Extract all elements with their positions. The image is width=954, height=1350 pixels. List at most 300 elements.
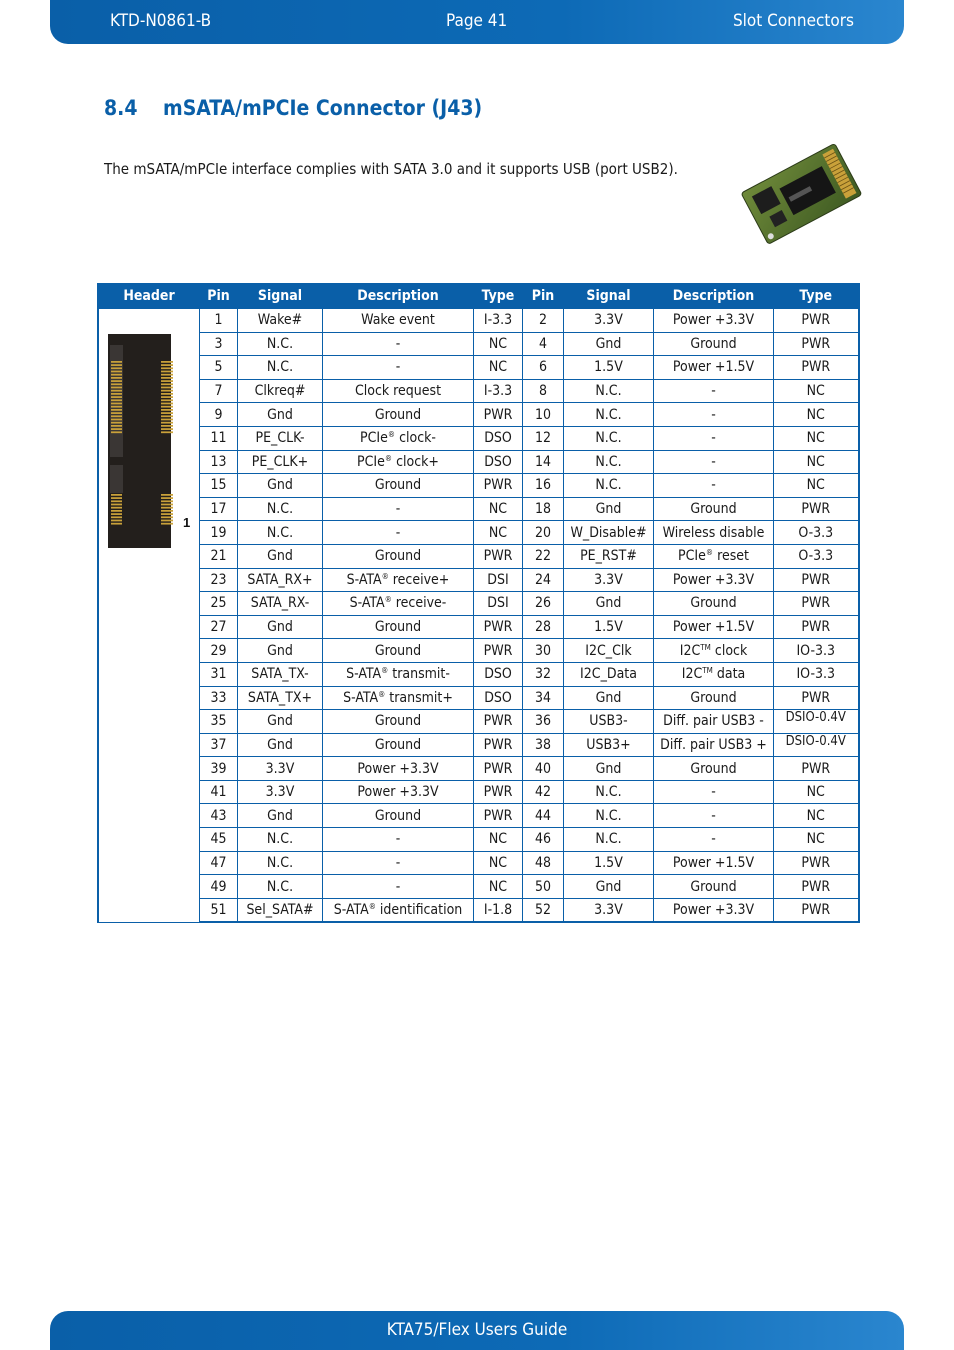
pin-even-cell: 46 xyxy=(523,828,564,852)
desc-sup: ® xyxy=(705,548,714,558)
contact-finger xyxy=(111,387,122,389)
table-row xyxy=(98,497,859,521)
signal-even-cell: N.C. xyxy=(564,426,654,450)
signal-cell: Gnd xyxy=(238,639,323,663)
pin-even-cell: 48 xyxy=(523,851,564,875)
description-cell: Ground xyxy=(323,710,474,734)
pin-even-cell: 50 xyxy=(523,875,564,899)
pin-even-cell: 12 xyxy=(523,426,564,450)
pin-cell: 45 xyxy=(200,828,238,852)
signal-even-cell: 3.3V xyxy=(564,309,654,333)
col-description-even: Description xyxy=(654,284,774,309)
description-cell: - xyxy=(323,828,474,852)
table-row xyxy=(98,780,859,804)
table-row xyxy=(98,356,859,380)
contact-finger xyxy=(111,377,122,379)
desc-sup: TM xyxy=(702,666,713,676)
contact-finger xyxy=(111,500,122,502)
pin-cell: 29 xyxy=(200,639,238,663)
description-even-cell: Ground xyxy=(654,497,774,521)
table-row xyxy=(98,733,859,757)
contact-finger xyxy=(111,367,122,369)
signal-even-cell: USB3+ xyxy=(564,733,654,757)
type-cell: I-3.3 xyxy=(474,379,523,403)
table-row xyxy=(98,403,859,427)
type-cell: NC xyxy=(474,875,523,899)
contact-finger xyxy=(161,383,173,385)
type-cell: NC xyxy=(474,497,523,521)
contact-finger xyxy=(111,364,122,366)
contact-finger xyxy=(161,367,173,369)
section-number: 8.4 xyxy=(104,96,138,120)
contact-finger xyxy=(161,403,173,405)
description-cell: - xyxy=(323,497,474,521)
pinout-table xyxy=(97,283,860,923)
description-cell: - xyxy=(323,851,474,875)
pin-cell: 43 xyxy=(200,804,238,828)
description-cell: - xyxy=(323,875,474,899)
type-cell: PWR xyxy=(474,733,523,757)
pin-even-cell: 14 xyxy=(523,450,564,474)
contact-finger xyxy=(111,393,122,395)
type-even-cell: NC xyxy=(774,780,859,804)
type-cell: PWR xyxy=(474,403,523,427)
pin-cell: 31 xyxy=(200,662,238,686)
signal-even-cell: N.C. xyxy=(564,474,654,498)
pin-cell: 9 xyxy=(200,403,238,427)
type-even-cell: PWR xyxy=(774,875,859,899)
contact-finger xyxy=(161,415,173,417)
contact-finger xyxy=(111,419,122,421)
contact-finger xyxy=(161,371,173,373)
contact-finger xyxy=(161,497,173,499)
type-cell: NC xyxy=(474,521,523,545)
col-pin-even: Pin xyxy=(523,284,564,309)
type-cell: DSO xyxy=(474,426,523,450)
type-even-cell: NC xyxy=(774,403,859,427)
signal-cell: PE_CLK- xyxy=(238,426,323,450)
desc-main: PCIe xyxy=(357,453,385,470)
description-even-cell: - xyxy=(654,474,774,498)
type-cell: DSO xyxy=(474,686,523,710)
desc-sup: ® xyxy=(384,453,393,463)
desc-sup: TM xyxy=(700,642,711,652)
signal-cell: SATA_RX- xyxy=(238,592,323,616)
type-cell: PWR xyxy=(474,474,523,498)
description-cell xyxy=(323,662,474,686)
description-cell: - xyxy=(323,332,474,356)
contact-finger xyxy=(111,361,122,363)
contact-finger xyxy=(111,390,122,392)
pin-even-cell: 36 xyxy=(523,710,564,734)
contact-finger xyxy=(111,396,122,398)
description-cell: Ground xyxy=(323,615,474,639)
contact-finger xyxy=(161,523,173,525)
desc-tail: data xyxy=(712,666,746,683)
contact-finger xyxy=(111,513,122,515)
description-cell xyxy=(323,898,474,922)
desc-tail: clock- xyxy=(395,430,436,447)
signal-cell: SATA_TX- xyxy=(238,662,323,686)
table-row xyxy=(98,379,859,403)
pin-cell: 23 xyxy=(200,568,238,592)
col-header: Header xyxy=(98,284,200,309)
contact-finger xyxy=(161,377,173,379)
signal-cell: Clkreq# xyxy=(238,379,323,403)
description-even-cell: - xyxy=(654,804,774,828)
signal-cell: SATA_RX+ xyxy=(238,568,323,592)
type-even-cell: NC xyxy=(774,804,859,828)
description-cell: Ground xyxy=(323,804,474,828)
description-cell: Power +3.3V xyxy=(323,757,474,781)
contact-finger xyxy=(111,504,122,506)
signal-even-cell: N.C. xyxy=(564,450,654,474)
description-even-cell: Diff. pair USB3 + xyxy=(654,733,774,757)
type-even-cell: PWR xyxy=(774,757,859,781)
pin-even-cell: 18 xyxy=(523,497,564,521)
pin-even-cell: 10 xyxy=(523,403,564,427)
signal-cell: PE_CLK+ xyxy=(238,450,323,474)
table-header-row xyxy=(98,284,859,309)
pin-even-cell: 28 xyxy=(523,615,564,639)
pin-even-cell: 26 xyxy=(523,592,564,616)
contact-finger xyxy=(111,428,122,430)
signal-cell: Gnd xyxy=(238,733,323,757)
description-cell: Ground xyxy=(323,733,474,757)
type-even-cell: PWR xyxy=(774,592,859,616)
table-row xyxy=(98,710,859,734)
description-even-cell: Power +3.3V xyxy=(654,309,774,333)
table-row xyxy=(98,474,859,498)
signal-cell: 3.3V xyxy=(238,780,323,804)
signal-even-cell: 1.5V xyxy=(564,615,654,639)
pin-even-cell: 8 xyxy=(523,379,564,403)
type-cell: DSI xyxy=(474,592,523,616)
signal-cell: Gnd xyxy=(238,403,323,427)
contact-finger xyxy=(161,390,173,392)
signal-even-cell: N.C. xyxy=(564,403,654,427)
contact-finger xyxy=(161,431,173,433)
type-cell: DSI xyxy=(474,568,523,592)
table-row xyxy=(98,615,859,639)
desc-sup: ® xyxy=(384,595,392,605)
description-cell: - xyxy=(323,356,474,380)
type-even-cell: IO-3.3 xyxy=(774,639,859,663)
type-even-cell: DSIO-0.4V xyxy=(774,710,859,734)
desc-main: S-ATA xyxy=(343,689,379,706)
type-even-cell: PWR xyxy=(774,615,859,639)
type-even-cell: PWR xyxy=(774,356,859,380)
contact-finger xyxy=(111,497,122,499)
desc-tail: receive+ xyxy=(388,571,450,588)
table-row xyxy=(98,332,859,356)
description-even-cell: - xyxy=(654,379,774,403)
pin-cell: 11 xyxy=(200,426,238,450)
col-pin: Pin xyxy=(200,284,238,309)
page-number: Page 41 xyxy=(446,11,508,31)
desc-sup: ® xyxy=(368,902,376,912)
pin-1-marker: 1 xyxy=(183,515,191,530)
signal-even-cell: W_Disable# xyxy=(564,521,654,545)
description-cell: Ground xyxy=(323,403,474,427)
pin-even-cell: 44 xyxy=(523,804,564,828)
pin-even-cell: 2 xyxy=(523,309,564,333)
type-even-cell: PWR xyxy=(774,568,859,592)
description-even-cell: Diff. pair USB3 - xyxy=(654,710,774,734)
signal-even-cell: 3.3V xyxy=(564,898,654,922)
signal-even-cell: Gnd xyxy=(564,875,654,899)
connector-header-cell xyxy=(98,309,200,923)
signal-cell: Gnd xyxy=(238,474,323,498)
signal-even-cell: I2C_Data xyxy=(564,662,654,686)
table-row xyxy=(98,544,859,568)
contact-finger xyxy=(111,374,122,376)
contact-finger xyxy=(161,406,173,408)
description-cell: - xyxy=(323,521,474,545)
msata-card-image xyxy=(738,135,864,250)
description-even-cell: Ground xyxy=(654,686,774,710)
signal-cell: Gnd xyxy=(238,804,323,828)
pin-even-cell: 24 xyxy=(523,568,564,592)
contact-finger xyxy=(111,371,122,373)
type-cell: DSO xyxy=(474,662,523,686)
contact-finger xyxy=(161,412,173,414)
description-even-cell: - xyxy=(654,828,774,852)
signal-cell: Wake# xyxy=(238,309,323,333)
type-cell: NC xyxy=(474,851,523,875)
type-even-cell: NC xyxy=(774,379,859,403)
col-description: Description xyxy=(323,284,474,309)
table-row xyxy=(98,568,859,592)
description-even-cell: Ground xyxy=(654,592,774,616)
page-header-bar xyxy=(50,0,904,44)
signal-cell: N.C. xyxy=(238,521,323,545)
contact-finger xyxy=(161,500,173,502)
pin-even-cell: 40 xyxy=(523,757,564,781)
description-even-cell: - xyxy=(654,403,774,427)
signal-even-cell: Gnd xyxy=(564,686,654,710)
type-cell: PWR xyxy=(474,639,523,663)
pin-even-cell: 42 xyxy=(523,780,564,804)
contact-finger xyxy=(161,510,173,512)
type-even-cell: O-3.3 xyxy=(774,521,859,545)
pin-cell: 15 xyxy=(200,474,238,498)
pin-even-cell: 38 xyxy=(523,733,564,757)
signal-even-cell: I2C_Clk xyxy=(564,639,654,663)
type-even-cell: O-3.3 xyxy=(774,544,859,568)
desc-tail: clock+ xyxy=(392,453,439,470)
type-even-cell: PWR xyxy=(774,332,859,356)
description-even-cell: Ground xyxy=(654,875,774,899)
signal-cell: Gnd xyxy=(238,710,323,734)
pin-cell: 51 xyxy=(200,898,238,922)
pin-cell: 41 xyxy=(200,780,238,804)
contact-finger xyxy=(111,507,122,509)
type-even-cell: DSIO-0.4V xyxy=(774,733,859,757)
pin-cell: 39 xyxy=(200,757,238,781)
type-even-cell: NC xyxy=(774,474,859,498)
contact-finger xyxy=(111,494,122,496)
type-even-cell: PWR xyxy=(774,851,859,875)
contact-finger xyxy=(161,364,173,366)
signal-even-cell: 1.5V xyxy=(564,851,654,875)
contact-finger xyxy=(111,523,122,525)
contact-finger xyxy=(111,380,122,382)
description-even-cell: Power +1.5V xyxy=(654,356,774,380)
pin-cell: 13 xyxy=(200,450,238,474)
description-even-cell xyxy=(654,639,774,663)
type-even-cell: PWR xyxy=(774,898,859,922)
signal-even-cell: Gnd xyxy=(564,757,654,781)
signal-even-cell: Gnd xyxy=(564,332,654,356)
table-row xyxy=(98,804,859,828)
pin-cell: 19 xyxy=(200,521,238,545)
type-cell: I-1.8 xyxy=(474,898,523,922)
description-even-cell: - xyxy=(654,426,774,450)
contact-finger xyxy=(161,520,173,522)
pin-even-cell: 22 xyxy=(523,544,564,568)
section-name: Slot Connectors xyxy=(732,11,854,31)
col-signal-even: Signal xyxy=(564,284,654,309)
contact-finger xyxy=(111,431,122,433)
desc-main: S-ATA xyxy=(346,571,382,588)
type-cell: PWR xyxy=(474,544,523,568)
description-even-cell: Power +1.5V xyxy=(654,615,774,639)
type-cell: PWR xyxy=(474,757,523,781)
section-heading xyxy=(104,96,482,120)
section-title: mSATA/mPCIe Connector (J43) xyxy=(163,96,483,120)
signal-cell: 3.3V xyxy=(238,757,323,781)
table-row xyxy=(98,898,859,922)
desc-sup: ® xyxy=(381,571,389,581)
pin-cell: 37 xyxy=(200,733,238,757)
signal-even-cell: N.C. xyxy=(564,780,654,804)
desc-sup: ® xyxy=(381,666,389,676)
description-cell xyxy=(323,686,474,710)
pin-cell: 1 xyxy=(200,309,238,333)
type-even-cell: IO-3.3 xyxy=(774,662,859,686)
type-cell: PWR xyxy=(474,804,523,828)
table-row xyxy=(98,639,859,663)
contact-finger xyxy=(111,510,122,512)
table-row xyxy=(98,686,859,710)
description-cell: Clock request xyxy=(323,379,474,403)
table-row xyxy=(98,592,859,616)
signal-cell: N.C. xyxy=(238,828,323,852)
contact-finger xyxy=(161,494,173,496)
contact-finger xyxy=(161,396,173,398)
description-even-cell: Ground xyxy=(654,757,774,781)
desc-main: S-ATA xyxy=(333,902,369,919)
description-cell xyxy=(323,426,474,450)
signal-cell: Gnd xyxy=(238,615,323,639)
type-cell: NC xyxy=(474,356,523,380)
contact-finger xyxy=(161,419,173,421)
type-cell: I-3.3 xyxy=(474,309,523,333)
contact-finger xyxy=(161,399,173,401)
type-even-cell: PWR xyxy=(774,497,859,521)
description-even-cell: Power +1.5V xyxy=(654,851,774,875)
type-cell: DSO xyxy=(474,450,523,474)
col-type-even: Type xyxy=(774,284,859,309)
contact-finger xyxy=(161,513,173,515)
description-cell xyxy=(323,568,474,592)
intro-paragraph: The mSATA/mPCIe interface complies with SATA 3.0 and it supports USB (port USB2). xyxy=(104,160,678,178)
type-cell: NC xyxy=(474,828,523,852)
desc-sup: ® xyxy=(387,430,396,440)
description-even-cell: Wireless disable xyxy=(654,521,774,545)
contact-finger xyxy=(111,409,122,411)
pin-cell: 27 xyxy=(200,615,238,639)
signal-cell: N.C. xyxy=(238,356,323,380)
description-even-cell: Ground xyxy=(654,332,774,356)
contact-finger xyxy=(111,399,122,401)
signal-even-cell: N.C. xyxy=(564,828,654,852)
col-type: Type xyxy=(474,284,523,309)
description-cell: Wake event xyxy=(323,309,474,333)
contact-finger xyxy=(161,428,173,430)
pin-cell: 3 xyxy=(200,332,238,356)
contact-finger xyxy=(111,383,122,385)
pin-even-cell: 4 xyxy=(523,332,564,356)
type-cell: PWR xyxy=(474,615,523,639)
pin-even-cell: 6 xyxy=(523,356,564,380)
description-cell xyxy=(323,450,474,474)
signal-cell: N.C. xyxy=(238,875,323,899)
contact-finger xyxy=(161,425,173,427)
pin-even-cell: 30 xyxy=(523,639,564,663)
table-row xyxy=(98,426,859,450)
pin-cell: 7 xyxy=(200,379,238,403)
pin-cell: 21 xyxy=(200,544,238,568)
description-cell: Ground xyxy=(323,639,474,663)
pin-even-cell: 34 xyxy=(523,686,564,710)
type-cell: NC xyxy=(474,332,523,356)
description-even-cell xyxy=(654,544,774,568)
description-cell: Power +3.3V xyxy=(323,780,474,804)
signal-even-cell: N.C. xyxy=(564,379,654,403)
desc-sup: ® xyxy=(378,689,386,699)
contact-finger xyxy=(161,374,173,376)
contact-finger xyxy=(161,387,173,389)
desc-tail: transmit+ xyxy=(385,689,453,706)
table-row xyxy=(98,309,859,333)
desc-tail: transmit- xyxy=(388,666,450,683)
pin-cell: 47 xyxy=(200,851,238,875)
contact-finger xyxy=(161,361,173,363)
desc-main: S-ATA xyxy=(346,666,382,683)
doc-id: KTD-N0861-B xyxy=(110,11,212,31)
contact-finger xyxy=(161,393,173,395)
signal-even-cell: PE_RST# xyxy=(564,544,654,568)
contact-finger xyxy=(111,516,122,518)
signal-cell: N.C. xyxy=(238,332,323,356)
type-even-cell: PWR xyxy=(774,686,859,710)
contact-finger xyxy=(161,422,173,424)
signal-cell: Gnd xyxy=(238,544,323,568)
contact-finger xyxy=(161,409,173,411)
contact-finger xyxy=(111,425,122,427)
desc-tail: reset xyxy=(713,548,749,565)
pin-even-cell: 52 xyxy=(523,898,564,922)
type-even-cell: PWR xyxy=(774,309,859,333)
col-signal: Signal xyxy=(238,284,323,309)
desc-main: I2C xyxy=(681,666,703,683)
signal-cell: Sel_SATA# xyxy=(238,898,323,922)
contact-finger xyxy=(111,422,122,424)
description-cell xyxy=(323,592,474,616)
contact-finger xyxy=(111,403,122,405)
